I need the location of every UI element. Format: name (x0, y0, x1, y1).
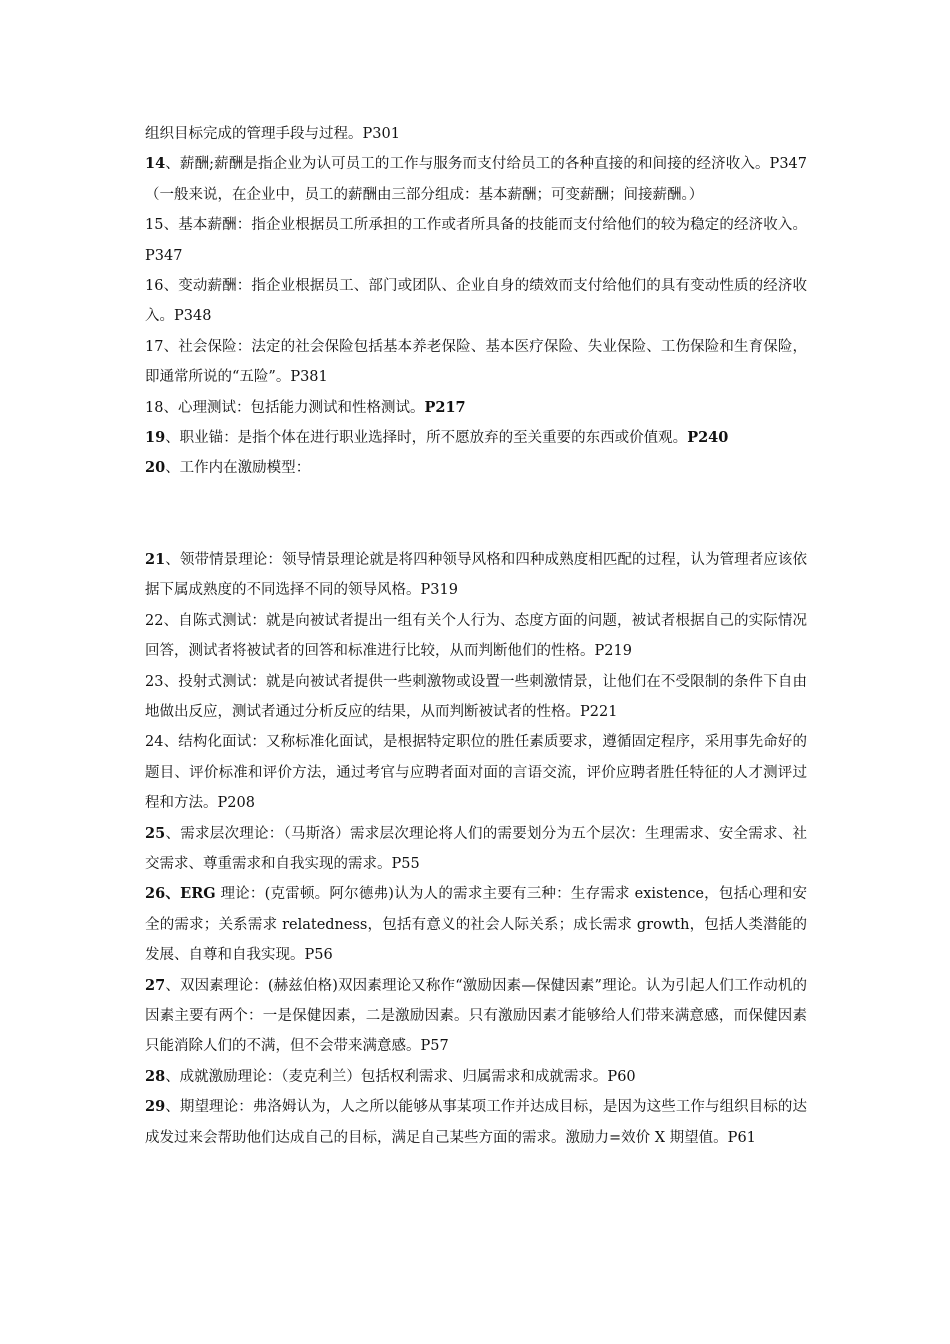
para-body: ;薪酬是指企业为认可员工的工作与服务而支付给员工的各种直接的和间接的经济收入。P347（一般来说，在企业中，员工的薪酬由三部分组成：基本薪酬；可变薪酬；间接薪酬。） (145, 156, 807, 203)
para-body: ：又称标准化面试，是根据特定职位的胜任素质要求，遵循固定程序，采用事先命好的题目、评价标准和评价方法，通过考官与应聘者面对面的言语交流，评价应聘者胜任特征的人才测评过程和方法。P208 (145, 734, 808, 812)
para-body: ：(赫兹伯格)双因素理论又称作“激励因素—保健因素”理论。认为引起人们工作动机的因素主要有两个：一是保健因素，二是激励因素。只有激励因素才能够给人们带来满意感，而保健因素只能消除人们的不满，但不会带来满意感。P57 (145, 977, 807, 1055)
paragraph-continuation (145, 119, 807, 149)
para-term: 、职业锚 (165, 430, 224, 447)
para-body: ：包括能力测试和性格测试。 (235, 399, 425, 416)
para-number: 22 (145, 612, 164, 629)
para-number: 14 (145, 155, 166, 173)
para-term: 、成就激励理论 (165, 1068, 267, 1085)
paragraph-24 (145, 727, 807, 818)
para-number: 17 (145, 338, 164, 355)
para-number: 21 (145, 550, 166, 568)
paragraph-26 (145, 879, 807, 970)
para-term: 、薪酬 (165, 156, 210, 173)
para-number: 27 (145, 976, 166, 994)
paragraph-16 (145, 271, 807, 332)
para-term: 、社会保险 (163, 338, 237, 355)
para-body: ：是指个体在进行职业选择时，所不愿放弃的至关重要的东西或价值观。 (223, 430, 688, 447)
paragraph-23 (145, 667, 807, 728)
para-term: 、投射式测试 (163, 673, 252, 690)
para-body: ：（麦克利兰）包括权利需求、归属需求和成就需求。P60 (266, 1068, 636, 1085)
para-number: 23 (145, 673, 164, 690)
para-body: ：指企业根据员工所承担的工作或者所具备的技能而支付给他们的较为稳定的经济收入。P347 (145, 217, 808, 264)
para-term: 、自陈式测试 (163, 612, 252, 629)
para-body: ：领导情景理论就是将四种领导风格和四种成熟度相匹配的过程，认为管理者应该依据下属成熟度的不同选择不同的领导风格。P319 (145, 551, 808, 599)
paragraph-29 (145, 1092, 807, 1153)
para-body: ：就是向被试者提供一些刺激物或设置一些刺激情景，让他们在不受限制的条件下自由地做出反应，测试者通过分析反应的结果，从而判断被试者的性格。P221 (145, 673, 808, 720)
para-term: 、工作内在激励模型 (165, 460, 296, 477)
para-term: 、期望理论 (165, 1099, 239, 1116)
para-number: 16 (145, 278, 164, 295)
para-body: ：指企业根据员工、部门或团队、企业自身的绩效而支付给他们的具有变动性质的经济收入。P348 (145, 278, 808, 325)
blank-space (145, 484, 807, 545)
paragraph-19 (145, 423, 807, 453)
page-reference: P217 (424, 398, 466, 416)
paragraph-20 (145, 453, 807, 483)
para-body: ： (295, 460, 311, 477)
paragraph-21 (145, 545, 807, 606)
para-body: 组织目标完成的管理手段与过程。P301 (145, 126, 400, 142)
para-body: ：法定的社会保险包括基本养老保险、基本医疗保险、失业保险、工伤保险和生育保险，即通常所说的“五险”。P381 (145, 338, 808, 386)
paragraph-25 (145, 819, 807, 880)
para-term: 、双因素理论 (165, 977, 254, 994)
para-number: 24 (145, 734, 164, 751)
paragraph-22 (145, 606, 807, 667)
para-number: 15 (145, 217, 164, 234)
para-body: ：（马斯洛）需求层次理论将人们的需要划分为五个层次：生理需求、安全需求、社交需求、尊重需求和自我实现的需求。P55 (145, 825, 808, 872)
paragraph-17 (145, 332, 807, 393)
para-term: 、需求层次理论 (165, 825, 269, 842)
document-body (145, 119, 807, 1153)
paragraph-27 (145, 971, 807, 1062)
paragraph-18 (145, 393, 807, 423)
para-term: 、心理测试 (163, 399, 236, 416)
para-number: 26 (145, 885, 166, 903)
para-term: 、变动薪酬 (163, 278, 237, 295)
para-body: 理论：(克雷顿。阿尔德弗)认为人的需求主要有三种：生存需求 existence，包括心理和安全的需求；关系需求 relatedness，包括有意义的社会人际关系；成长需求 growth，包括人类潜能的发展、自尊和自我实现。P56 (145, 886, 807, 964)
para-body: ：弗洛姆认为，人之所以能够从事某项工作并达成目标，是因为这些工作与组织目标的达成发过来会帮助他们达成自己的目标，满足自己某些方面的需求。激励力=效价 X 期望值。P61 (145, 1099, 808, 1146)
para-number: 18 (145, 399, 164, 416)
paragraph-15 (145, 210, 807, 271)
para-term: 、结构化面试 (163, 734, 252, 751)
para-number: 28 (145, 1067, 166, 1085)
para-number: 29 (145, 1098, 166, 1116)
paragraph-14 (145, 149, 807, 210)
para-number: 20 (145, 459, 166, 477)
para-term: 、基本薪酬 (163, 217, 237, 234)
paragraph-28 (145, 1062, 807, 1092)
para-number: 19 (145, 429, 166, 447)
para-term: 、领带情景理论 (165, 551, 268, 568)
page-reference: P240 (687, 429, 729, 447)
para-term: 、ERG (165, 885, 216, 903)
para-body: ：就是向被试者提出一组有关个人行为、态度方面的问题，被试者根据自己的实际情况回答，测试者将被试者的回答和标准进行比较，从而判断他们的性格。P219 (145, 612, 808, 660)
para-number: 25 (145, 824, 166, 842)
